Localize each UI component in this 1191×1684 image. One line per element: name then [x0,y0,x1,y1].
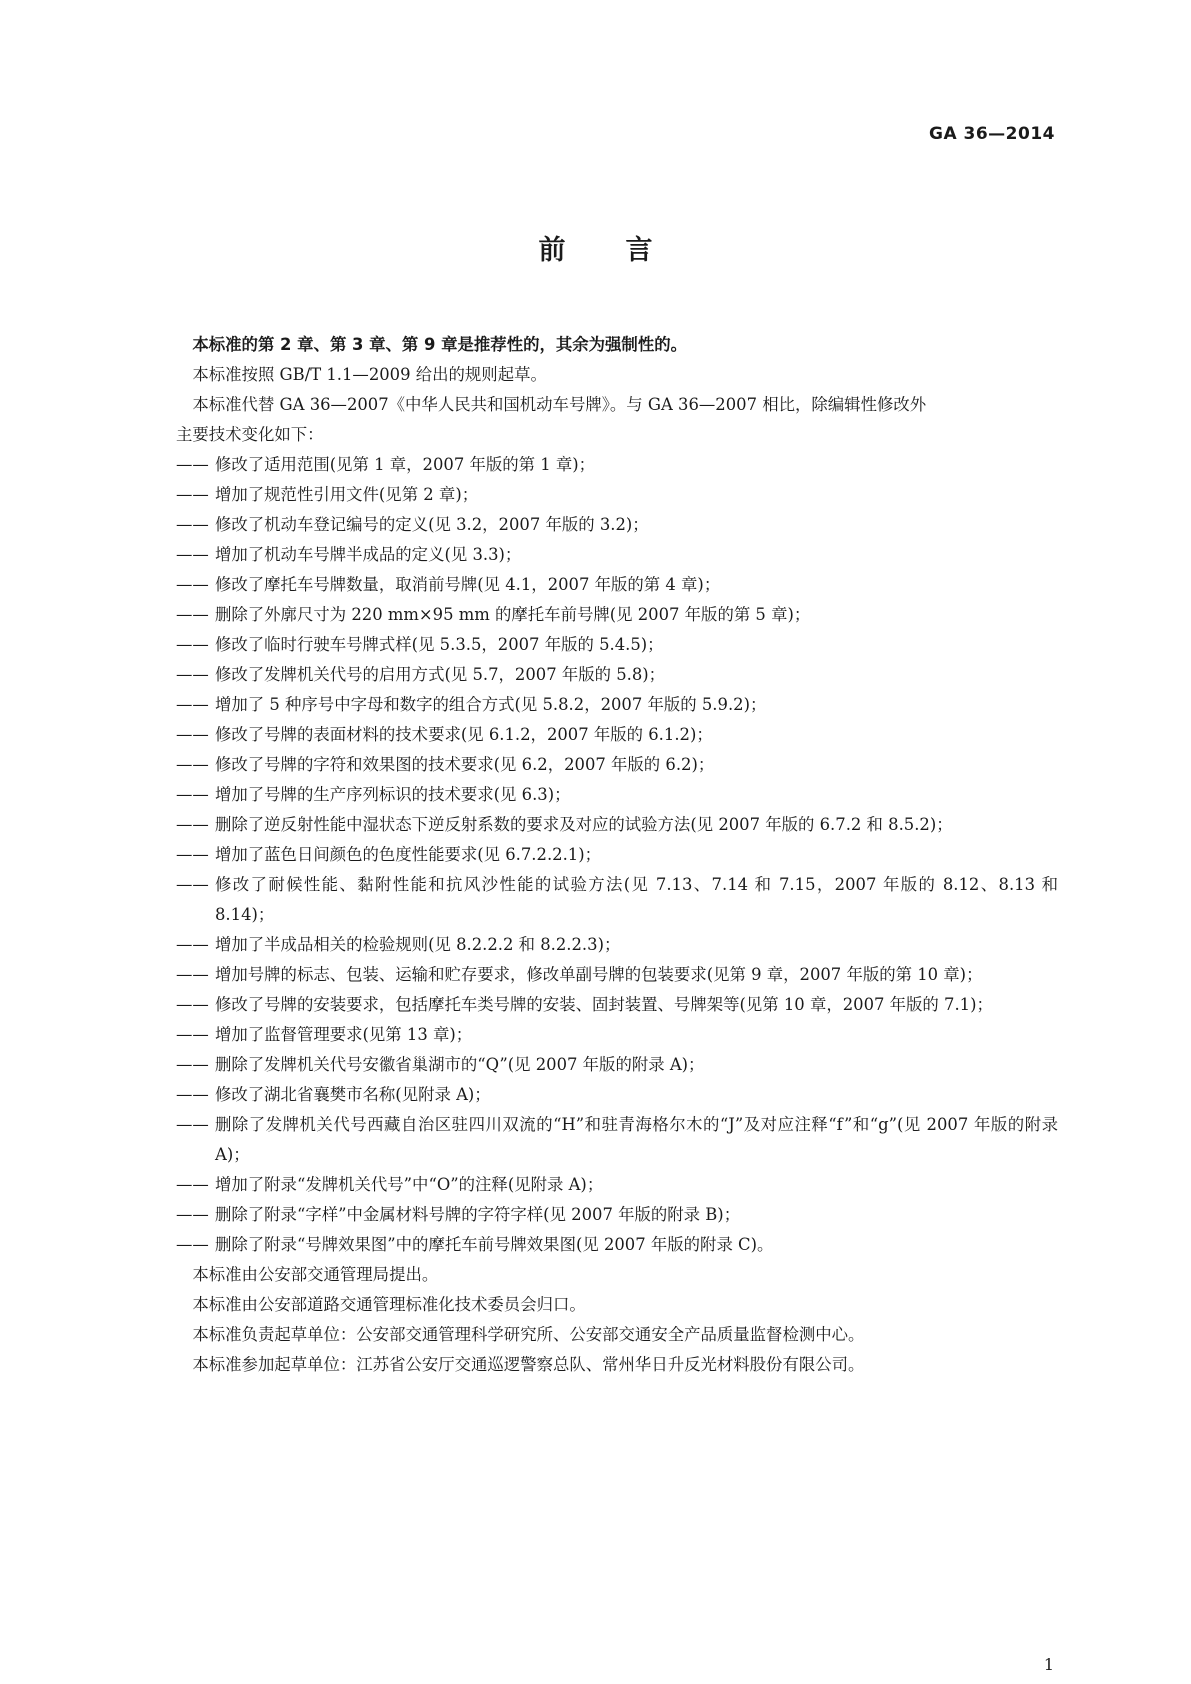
list-item: —— 修改了耐候性能、黏附性能和抗风沙性能的试验方法(见 7.13、7.14 和 7.15，2007 年版的 8.12、8.13 和 8.14)； [176,875,1058,924]
list-item: —— 增加了监督管理要求(见第 13 章)； [176,1025,473,1044]
list-item: —— 删除了逆反射性能中湿状态下逆反射系数的要求及对应的试验方法(见 2007 年版的 6.7.2 和 8.5.2)； [176,815,953,834]
page-title [0,228,1191,267]
closing-proposer: 本标准由公安部交通管理局提出。 [192,1265,439,1284]
list-item: —— 修改了摩托车号牌数量，取消前号牌(见 4.1，2007 年版的第 4 章)； [176,575,721,594]
list-item: —— 修改了机动车登记编号的定义(见 3.2，2007 年版的 3.2)； [176,515,649,534]
list-item: —— 增加了机动车号牌半成品的定义(见 3.3)； [176,545,522,564]
title-char-2: 言 [625,235,653,266]
list-item: —— 删除了附录“号牌效果图”中的摩托车前号牌效果图(见 2007 年版的附录 C)。 [176,1235,774,1254]
list-item: —— 修改了号牌的表面材料的技术要求(见 6.1.2，2007 年版的 6.1.2)； [176,725,713,744]
list-item: —— 修改了发牌机关代号的启用方式(见 5.7，2007 年版的 5.8)； [176,665,666,684]
document-code: GA 36—2014 [928,124,1055,144]
list-item: —— 增加号牌的标志、包装、运输和贮存要求，修改单副号牌的包装要求(见第 9 章，2007 年版的第 10 章)； [176,965,983,984]
list-item: —— 增加了 5 种序号中字母和数字的组合方式(见 5.8.2，2007 年版的 5.9.2)； [176,695,767,714]
closing-participating-drafters: 本标准参加起草单位：江苏省公安厅交通巡逻警察总队、常州华日升反光材料股份有限公司。 [192,1355,865,1374]
list-item: —— 修改了湖北省襄樊市名称(见附录 A)； [176,1085,491,1104]
list-item: —— 增加了规范性引用文件(见第 2 章)； [176,485,479,504]
list-item: —— 修改了临时行驶车号牌式样(见 5.3.5，2007 年版的 5.4.5)； [176,635,664,654]
list-item: —— 修改了号牌的安装要求，包括摩托车类号牌的安装、固封装置、号牌架等(见第 10 章，2007 年版的 7.1)； [176,995,993,1014]
page-number: 1 [1043,1655,1054,1674]
list-item: —— 增加了附录“发牌机关代号”中“O”的注释(见附录 A)； [176,1175,604,1194]
changes-list [176,450,1058,1260]
intro-paragraph-replaces: 本标准代替 GA 36—2007《中华人民共和国机动车号牌》。与 GA 36—2007 相比，除编辑性修改外 [192,395,927,414]
list-item: —— 删除了发牌机关代号安徽省巢湖市的“Q”(见 2007 年版的附录 A)； [176,1055,705,1074]
list-item: —— 增加了号牌的生产序列标识的技术要求(见 6.3)； [176,785,571,804]
list-item: —— 修改了号牌的字符和效果图的技术要求(见 6.2，2007 年版的 6.2)； [176,755,715,774]
list-item: —— 删除了外廓尺寸为 220 mm×95 mm 的摩托车前号牌(见 2007 年版的第 5 章)； [176,605,811,624]
list-item: —— 删除了发牌机关代号西藏自治区驻四川双流的“H”和驻青海格尔木的“J”及对应注释“f”和“g”(见 2007 年版的附录 A)； [176,1115,1058,1164]
closing-lead-drafters: 本标准负责起草单位：公安部交通管理科学研究所、公安部交通安全产品质量监督检测中心。 [192,1325,865,1344]
list-item: —— 增加了蓝色日间颜色的色度性能要求(见 6.7.2.2.1)； [176,845,602,864]
intro-paragraph-drafting-rules: 本标准按照 GB/T 1.1—2009 给出的规则起草。 [192,365,547,384]
preface-body [176,330,1058,1380]
title-char-1: 前 [538,235,566,266]
list-item: —— 修改了适用范围(见第 1 章，2007 年版的第 1 章)； [176,455,596,474]
list-item: —— 增加了半成品相关的检验规则(见 8.2.2.2 和 8.2.2.3)； [176,935,621,954]
list-item: —— 删除了附录“字样”中金属材料号牌的字符字样(见 2007 年版的附录 B)； [176,1205,741,1224]
intro-paragraph-changes-lead: 主要技术变化如下： [176,425,324,444]
closing-committee: 本标准由公安部道路交通管理标准化技术委员会归口。 [192,1295,586,1314]
intro-paragraph-mandatory: 本标准的第 2 章、第 3 章、第 9 章是推荐性的，其余为强制性的。 [192,335,687,354]
